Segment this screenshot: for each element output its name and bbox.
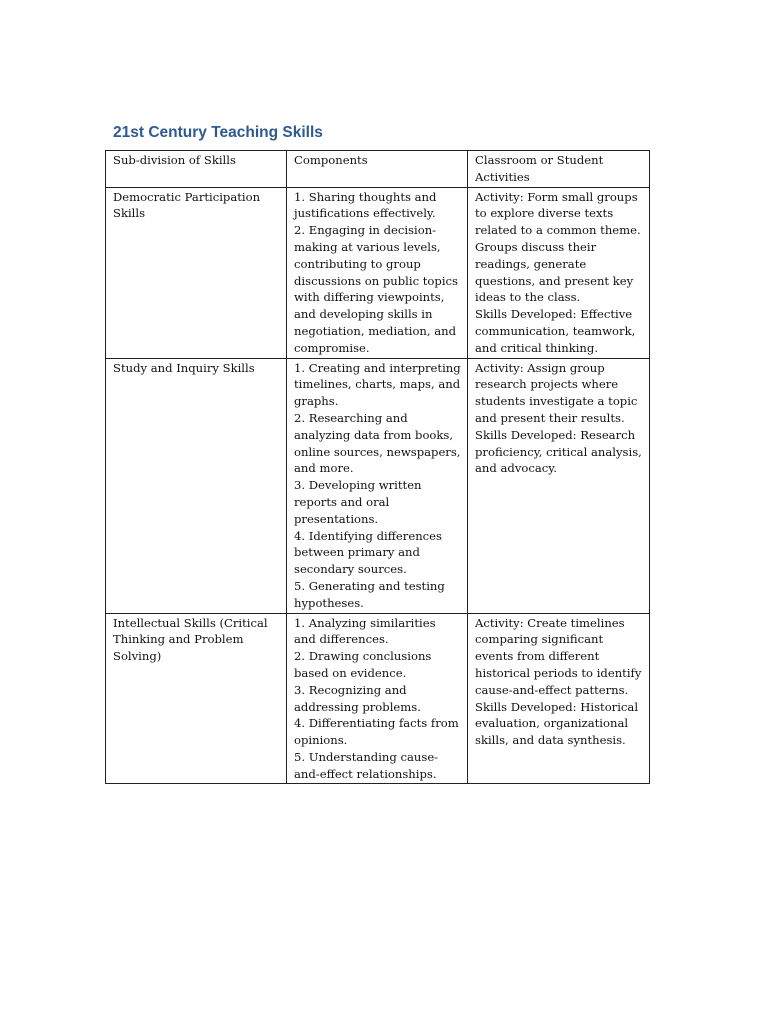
header-cell-components: Components xyxy=(287,151,468,188)
subdivision-cell: Democratic Participation Skills xyxy=(106,187,287,358)
component-item: 5. Generating and testing hypotheses. xyxy=(294,578,445,610)
components-cell xyxy=(287,613,468,784)
table-row xyxy=(106,613,650,784)
skills-table xyxy=(105,150,650,784)
components-cell xyxy=(287,358,468,613)
table-row xyxy=(106,187,650,358)
header-cell-activities: Classroom or Student Activities xyxy=(468,151,650,188)
table-row xyxy=(106,358,650,613)
component-item: 4. Differentiating facts from opinions. xyxy=(294,716,459,748)
activities-cell xyxy=(468,358,650,613)
component-item: 2. Drawing conclusions based on evidence. xyxy=(294,649,432,680)
component-item: 2. Researching and analyzing data from books, online sources, newspapers, and more. xyxy=(294,410,461,476)
subdivision-cell: Study and Inquiry Skills xyxy=(106,358,287,613)
header-cell-subdivision: Sub-division of Skills xyxy=(106,151,287,188)
activity-text: Activity: Create timelines comparing significant events from different historical periods to identify cause-and-effect patterns. xyxy=(475,615,642,697)
component-item: 5. Understanding cause-and-effect relationships. xyxy=(294,749,439,781)
component-item: 3. Recognizing and addressing problems. xyxy=(294,682,421,714)
activities-cell xyxy=(468,187,650,358)
components-cell xyxy=(287,187,468,358)
component-item: 3. Developing written reports and oral presentations. xyxy=(294,478,422,526)
component-item: 1. Creating and interpreting timelines, charts, maps, and graphs. xyxy=(294,360,461,409)
table-header-row xyxy=(106,151,650,188)
component-item: 1. Analyzing similarities and differences. xyxy=(294,615,436,647)
activity-text: Activity: Assign group research projects where students investigate a topic and present their results. xyxy=(475,360,638,425)
component-item: 4. Identifying differences between primary and secondary sources. xyxy=(294,528,442,577)
activities-cell xyxy=(468,613,650,784)
activity-text: Activity: Form small groups to explore diverse texts related to a common theme. Groups discuss their readings, generate questions, and present key ideas to the class. xyxy=(475,189,641,305)
component-item: 1. Sharing thoughts and justifications effectively. xyxy=(294,189,437,221)
skills-developed-text: Skills Developed: Effective communication, teamwork, and critical thinking. xyxy=(475,307,636,355)
skills-developed-text: Skills Developed: Historical evaluation, organizational skills, and data synthesis. xyxy=(475,699,639,748)
component-item: 2. Engaging in decision-making at various levels, contributing to group discussions on public topics with differing viewpoints, and developing skills in negotiation, mediation, and compromise. xyxy=(294,223,458,355)
page-title: 21st Century Teaching Skills xyxy=(113,124,323,141)
subdivision-cell: Intellectual Skills (Critical Thinking and Problem Solving) xyxy=(106,613,287,784)
skills-developed-text: Skills Developed: Research proficiency, critical analysis, and advocacy. xyxy=(475,427,642,476)
